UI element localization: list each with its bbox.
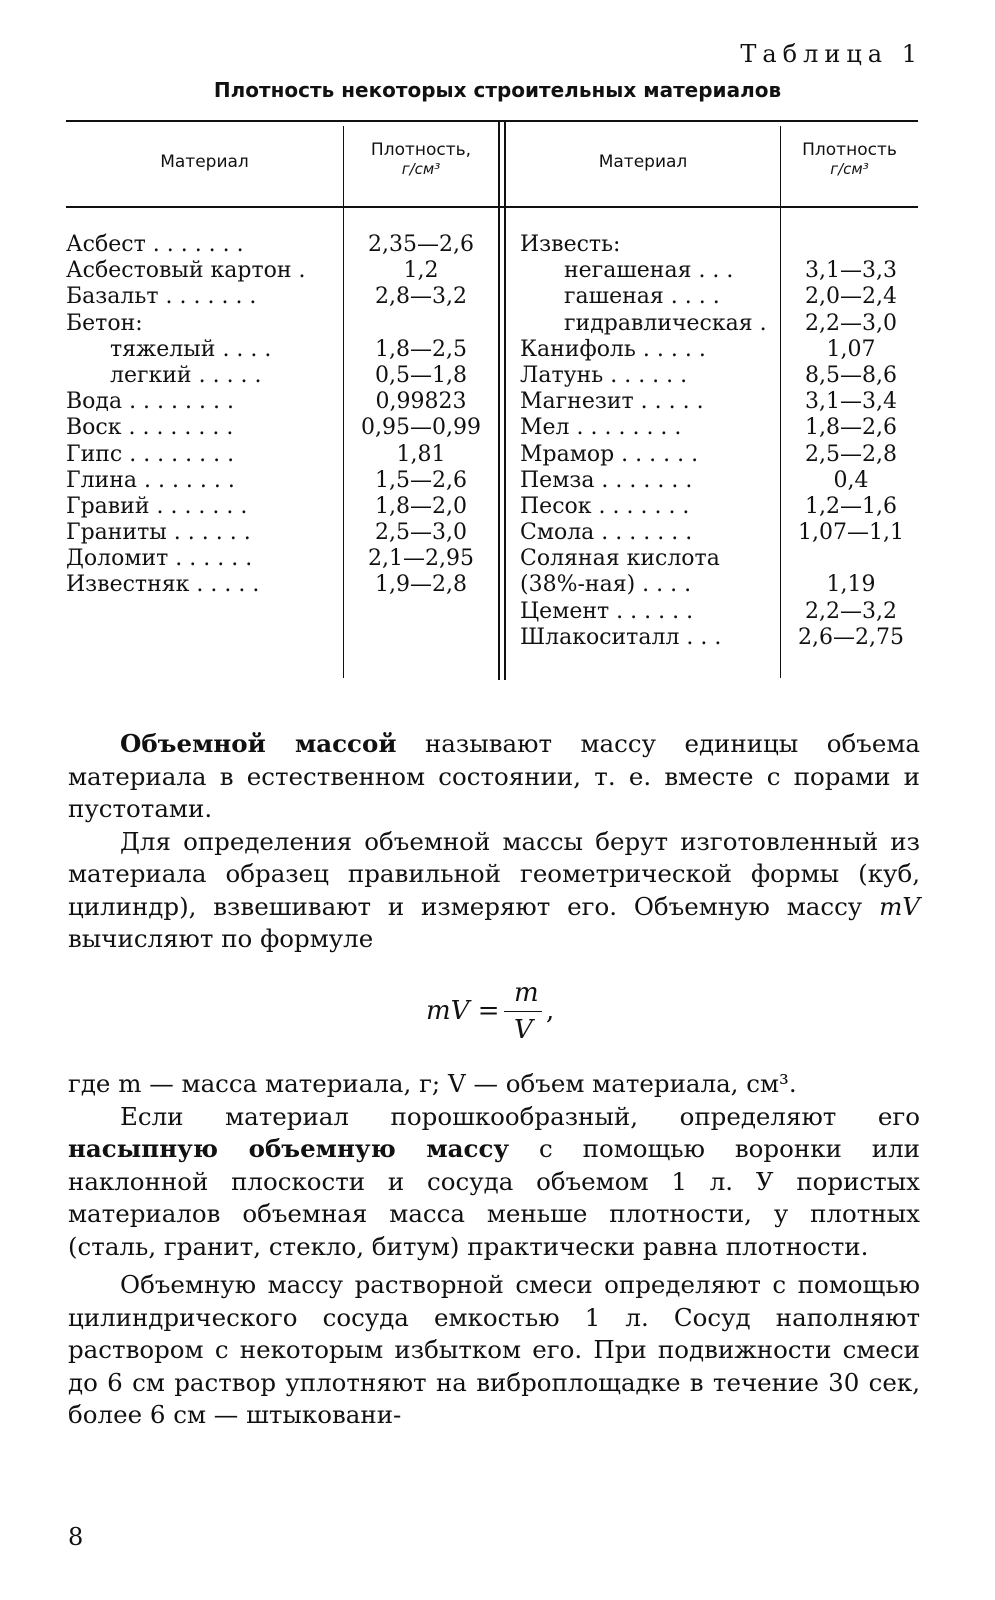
where-line: где m — масса материала, г; V — объем материала, см³. xyxy=(68,1069,797,1098)
left-material-name: Граниты . . . . . . xyxy=(66,520,251,546)
paragraph-bulk-density: Если материал порошкообразный, определяют его насыпную объемную массу с помощью воронки или наклонной плоскости и сосуда объемом 1 л. У пористых материалов объемная масса меньше плотности, у плотных (сталь, гранит, стекло, битум) практически равна плотности. xyxy=(68,1101,920,1261)
right-material-name: Соляная кислота xyxy=(520,546,720,572)
left-material-name: Асбестовый картон . xyxy=(66,258,306,284)
right-material-name: Смола . . . . . . . xyxy=(520,520,693,546)
right-names-column xyxy=(520,232,776,651)
right-density-value: 0,4 xyxy=(833,467,869,493)
table-title: Плотность некоторых строительных материалов xyxy=(213,78,782,102)
right-density-value: 2,2—3,0 xyxy=(805,310,897,336)
right-material-name: Песок . . . . . . . xyxy=(520,493,690,519)
header-material-right: Материал xyxy=(598,152,688,172)
left-material-name: Асбест . . . . . . . xyxy=(66,232,244,257)
left-density-value: 0,95—0,99 xyxy=(361,415,481,441)
formula-numerator: m xyxy=(514,978,539,1008)
right-density-value: 1,8—2,6 xyxy=(805,415,897,441)
left-density-value xyxy=(344,311,498,337)
right-material-name: (38%-ная) . . . . xyxy=(520,572,692,598)
right-density-value: 2,2—3,2 xyxy=(805,598,897,624)
formula-fraction-bar xyxy=(504,1011,542,1012)
right-density-value: 2,0—2,4 xyxy=(805,284,897,310)
right-density-value: 2,5—2,8 xyxy=(805,441,897,467)
left-material-name: Доломит . . . . . . xyxy=(66,546,253,572)
table-header-rule xyxy=(66,206,918,208)
paragraph-volume-mass-definition: Объемной массой называют массу единицы объема материала в естественном состоянии, т. е. вместе с порами и пустотами. xyxy=(68,729,920,823)
left-density-value: 2,1—2,95 xyxy=(368,546,474,572)
page-number: 8 xyxy=(68,1523,84,1551)
right-density-value: 3,1—3,4 xyxy=(805,389,897,415)
table-label: Таблица 1 xyxy=(740,40,923,68)
left-density-value: 0,5—1,8 xyxy=(375,362,467,388)
body-text-top xyxy=(68,728,920,956)
right-material-name: Цемент . . . . . . xyxy=(520,598,694,624)
left-material-name: Воск . . . . . . . . xyxy=(66,415,234,441)
right-material-name: Известь: xyxy=(520,232,621,257)
right-material-name: негашеная . . . xyxy=(564,258,734,284)
left-material-name: Базальт . . . . . . . xyxy=(66,284,257,310)
right-density-value: 1,19 xyxy=(826,572,876,598)
right-density-value: 8,5—8,6 xyxy=(805,362,897,388)
header-density-right xyxy=(781,140,918,178)
header-density-left xyxy=(344,140,498,178)
right-density-value: 1,07—1,1 xyxy=(798,520,904,546)
left-material-name: Гипс . . . . . . . . xyxy=(66,441,235,467)
left-density-value: 1,9—2,8 xyxy=(375,572,467,598)
right-density-value: 3,1—3,3 xyxy=(805,258,897,284)
right-material-name: Канифоль . . . . . xyxy=(520,336,706,362)
paragraph-mortar: Объемную массу растворной смеси определяют с помощью цилиндрического сосуда емкостью 1 л. Сосуд наполняют раствором с некоторым избытком его. При подвижности смеси до 6 см раствор уплотняют на виброплощадке в течение 30 сек, более 6 см — штыковани- xyxy=(68,1270,920,1429)
left-density-value: 1,8—2,0 xyxy=(375,493,467,519)
column-divider-2b xyxy=(504,120,506,680)
header-material-left: Материал xyxy=(160,152,249,172)
left-material-name: Известняк . . . . . xyxy=(66,572,260,598)
right-material-name: Магнезит . . . . . xyxy=(520,389,704,415)
left-density-value: 1,2 xyxy=(403,258,439,284)
header-unit-left: г/см³ xyxy=(401,160,441,179)
left-density-value: 1,8—2,5 xyxy=(375,336,467,362)
formula-denominator: V xyxy=(514,1015,533,1045)
left-material-name: Бетон: xyxy=(66,310,143,336)
header-density-left-label: Плотность, xyxy=(370,140,472,160)
left-density-value: 0,99823 xyxy=(375,389,467,415)
left-values-column xyxy=(344,232,498,599)
right-values-column xyxy=(781,232,921,651)
right-material-name: Мрамор . . . . . . xyxy=(520,441,699,467)
right-density-value: 2,6—2,75 xyxy=(798,624,904,650)
header-unit-right: г/см³ xyxy=(830,160,869,179)
formula xyxy=(418,978,588,1048)
body-text-bottom xyxy=(68,1068,920,1432)
formula-comma: , xyxy=(546,996,555,1026)
left-density-value: 1,81 xyxy=(396,441,446,467)
left-density-value: 1,5—2,6 xyxy=(375,467,467,493)
left-density-value: 2,5—3,0 xyxy=(375,520,467,546)
right-material-name: гашеная . . . . xyxy=(564,284,720,310)
right-material-name: Латунь . . . . . . xyxy=(520,362,688,388)
left-material-name: Глина . . . . . . . xyxy=(66,467,235,493)
left-density-value: 2,35—2,6 xyxy=(368,232,474,257)
right-density-value xyxy=(781,232,921,258)
right-density-value xyxy=(781,546,921,572)
left-material-name: тяжелый . . . . xyxy=(110,336,272,362)
left-density-value: 2,8—3,2 xyxy=(375,284,467,310)
header-density-right-label: Плотность xyxy=(802,140,897,160)
right-material-name: гидравлическая . xyxy=(564,310,767,336)
left-material-name: легкий . . . . . xyxy=(110,362,262,388)
table-top-rule xyxy=(66,120,918,122)
left-names-column xyxy=(66,232,334,599)
right-material-name: Мел . . . . . . . . xyxy=(520,415,682,441)
right-density-value: 1,07 xyxy=(826,336,876,362)
formula-lhs: mV = xyxy=(426,996,500,1026)
paragraph-determination: Для определения объемной массы берут изготовленный из материала образец правильной геометрической формы (куб, цилиндр), взвешивают и измеряют его. Объемную массу mV вычисляют по формуле xyxy=(68,826,920,953)
right-density-value: 1,2—1,6 xyxy=(805,493,897,519)
left-material-name: Вода . . . . . . . . xyxy=(66,389,234,415)
right-material-name: Шлакоситалл . . . xyxy=(520,624,722,650)
column-divider-2a xyxy=(498,120,500,680)
right-material-name: Пемза . . . . . . . xyxy=(520,467,693,493)
left-material-name: Гравий . . . . . . . xyxy=(66,493,248,519)
